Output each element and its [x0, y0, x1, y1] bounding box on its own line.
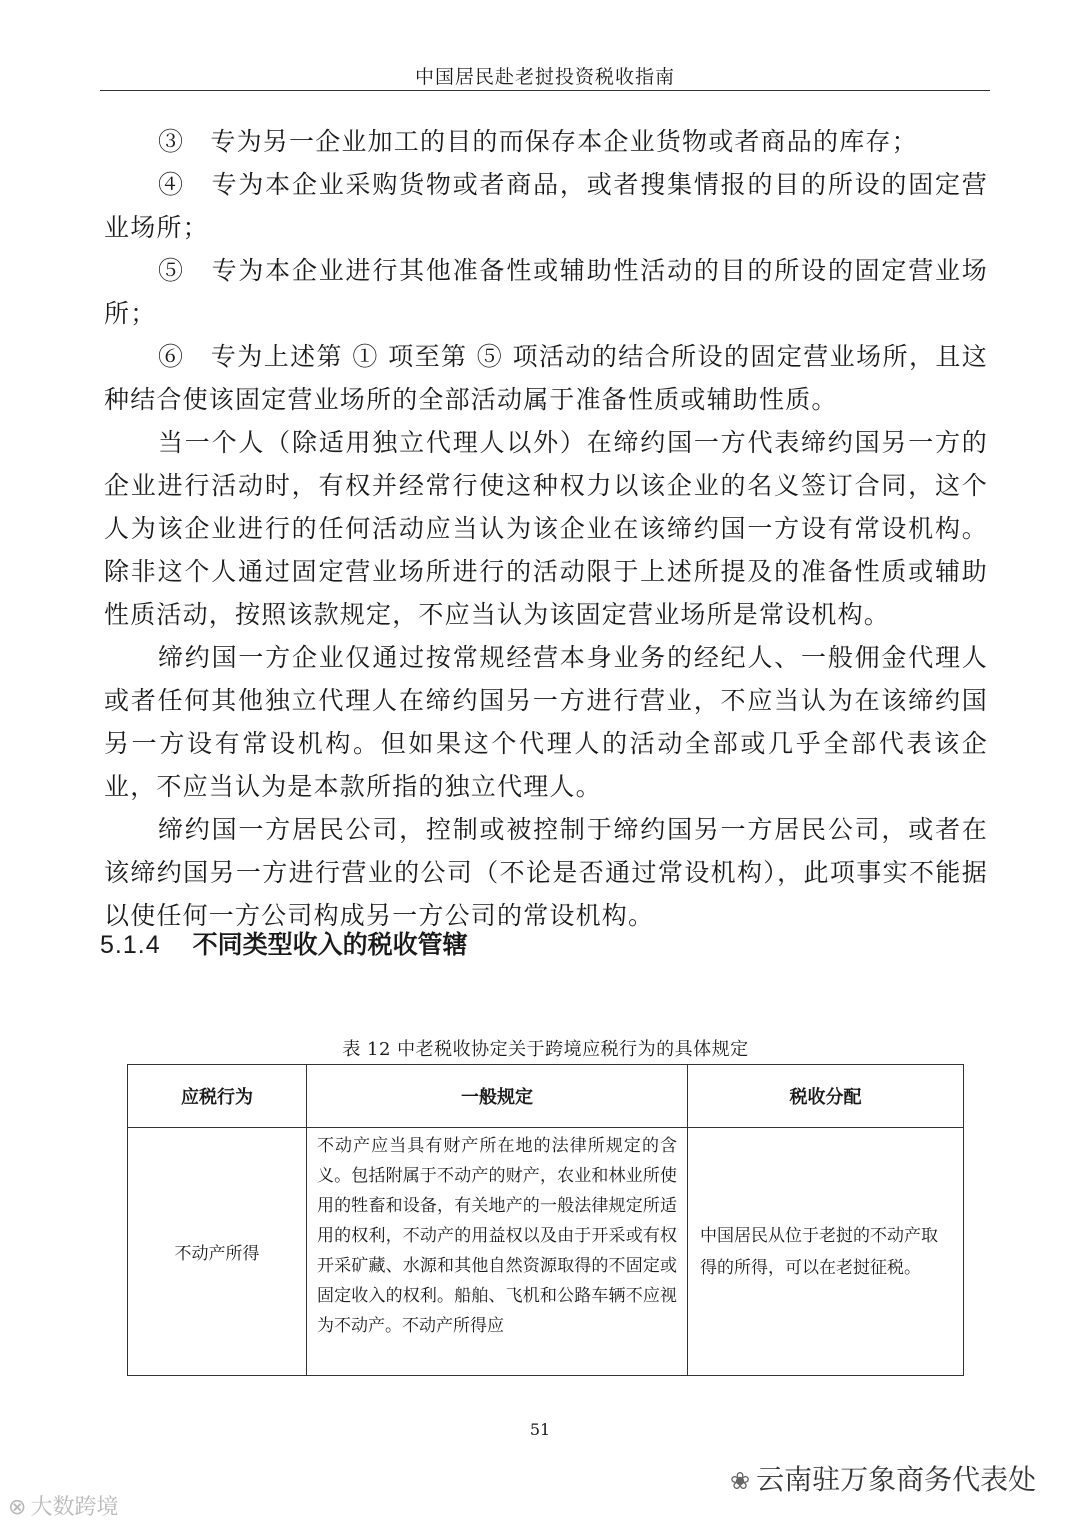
rule-text: 不动产应当具有财产所在地的法律所规定的含义。包括附属于不动产的财产，农业和林业所使用的牲畜和设备，有关地产的一般法律规定所适用的权利，不动产的用益权以及由于开采或有权开采矿藏、水源和其他自然资源取得的不固定或固定收入的权利。船舶、飞机和公路车辆不应视为不动产。不动产所得应 [317, 1136, 677, 1336]
paragraph: 当一个人（除适用独立代理人以外）在缔约国一方代表缔约国另一方的企业进行活动时，有权并经常行使这种权力以该企业的名义签订合同，这个人为该企业进行的任何活动应当认为该企业在该缔约国一方设有常设机构。除非这个人通过固定营业场所进行的活动限于上述所提及的准备性质或辅助性质活动，按照该款规定，不应当认为该固定营业场所是常设机构。 [104, 428, 988, 629]
watermark-left-text: 大数跨境 [30, 1495, 119, 1520]
watermark-right [730, 1458, 1036, 1498]
activity-cell: 不动产所得 [128, 1128, 307, 1376]
section-title: 不同类型收入的税收管辖 [192, 931, 468, 959]
table-header-row [128, 1065, 964, 1128]
column-header: 一般规定 [307, 1065, 688, 1128]
paragraph: ③ 专为另一企业加工的目的而保存本企业货物或者商品的库存； [158, 127, 918, 156]
body-text [104, 120, 988, 937]
paragraph: ④ 专为本企业采购货物或者商品，或者搜集情报的目的所设的固定营业场所； [104, 170, 988, 242]
logo-icon: ⊗ [8, 1495, 27, 1520]
section-number: 5.1.4 [100, 931, 161, 959]
table-caption: 表 12 中老税收协定关于跨境应税行为的具体规定 [342, 1039, 749, 1060]
page-number: 51 [529, 1420, 551, 1439]
rule-cell [307, 1128, 688, 1376]
section-heading [100, 925, 468, 965]
paragraph: 缔约国一方企业仅通过按常规经营本身业务的经纪人、一般佣金代理人或者任何其他独立代理人在缔约国另一方进行营业，不应当认为在该缔约国另一方设有常设机构。但如果这个代理人的活动全部或几乎全部代表该企业，不应当认为是本款所指的独立代理人。 [104, 643, 988, 801]
paragraph: 缔约国一方居民公司，控制或被控制于缔约国另一方居民公司，或者在该缔约国另一方进行营业的公司（不论是否通过常设机构），此项事实不能据以使任何一方公司构成另一方公司的常设机构。 [104, 815, 988, 930]
wechat-icon: ❀ [730, 1467, 751, 1495]
tax-rules-table [127, 1064, 964, 1376]
watermark-right-text: 云南驻万象商务代表处 [756, 1463, 1037, 1496]
column-header: 税收分配 [688, 1065, 964, 1128]
paragraph: ⑤ 专为本企业进行其他准备性或辅助性活动的目的所设的固定营业场所； [104, 256, 988, 328]
table-row [128, 1128, 964, 1376]
running-header: 中国居民赴老挝投资税收指南 [414, 66, 675, 88]
column-header: 应税行为 [128, 1065, 307, 1128]
watermark-left [8, 1490, 118, 1521]
allocation-cell: 中国居民从位于老挝的不动产取得的所得，可以在老挝征税。 [688, 1128, 964, 1376]
paragraph: ⑥ 专为上述第 ① 项至第 ⑤ 项活动的结合所设的固定营业场所，且这种结合使该固定营业场所的全部活动属于准备性质或辅助性质。 [104, 342, 988, 414]
header-divider [100, 90, 990, 91]
